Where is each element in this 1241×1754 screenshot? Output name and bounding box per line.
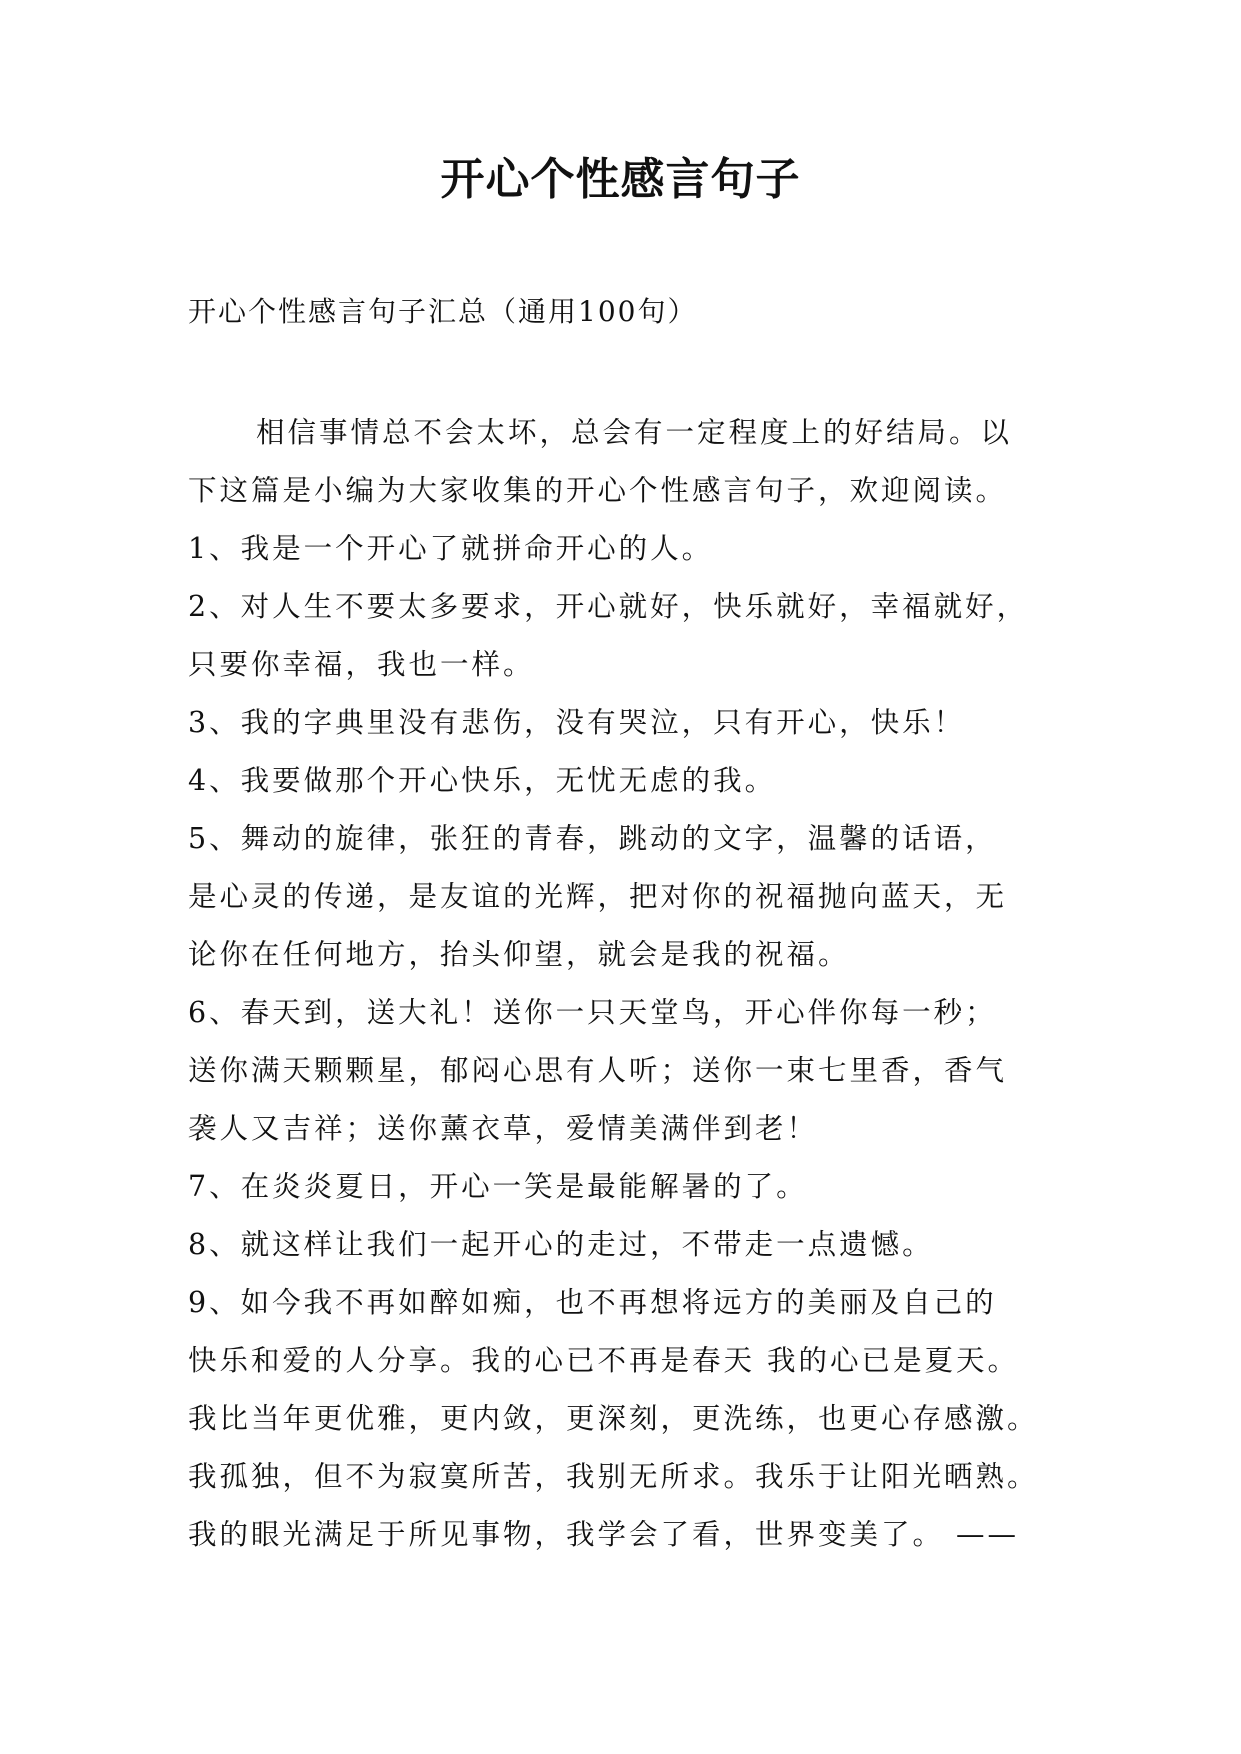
body-line: 论你在任何地方，抬头仰望，就会是我的祝福。 xyxy=(188,938,850,971)
body-line: 3、我的字典里没有悲伤，没有哭泣，只有开心，快乐！ xyxy=(188,706,966,739)
body-line: 只要你幸福，我也一样。 xyxy=(188,648,535,681)
body-line: 相信事情总不会太坏，总会有一定程度上的好结局。以 xyxy=(256,416,1013,449)
body-line: 是心灵的传递，是友谊的光辉，把对你的祝福抛向蓝天，无 xyxy=(188,880,1008,913)
body-line: 送你满天颗颗星，郁闷心思有人听；送你一束七里香，香气 xyxy=(188,1054,1008,1087)
body-line: 快乐和爱的人分享。我的心已不再是春天 我的心已是夏天。 xyxy=(188,1344,1020,1377)
body-line: 6、春天到，送大礼！送你一只天堂鸟，开心伴你每一秒； xyxy=(188,996,997,1029)
body-line: 4、我要做那个开心快乐，无忧无虑的我。 xyxy=(188,764,777,797)
body-line: 下这篇是小编为大家收集的开心个性感言句子，欢迎阅读。 xyxy=(188,474,1008,507)
document-body xyxy=(188,404,1068,1564)
body-line: 2、对人生不要太多要求，开心就好，快乐就好，幸福就好， xyxy=(188,590,1029,623)
body-line: 1、我是一个开心了就拼命开心的人。 xyxy=(188,532,714,565)
body-line: 5、舞动的旋律，张狂的青春，跳动的文字，温馨的话语， xyxy=(188,822,997,855)
document-title: 开心个性感言句子 xyxy=(440,154,801,205)
body-line: 9、如今我不再如醉如痴，也不再想将远方的美丽及自己的 xyxy=(188,1286,997,1319)
body-line: 我比当年更优雅，更内敛，更深刻，更洗练，也更心存感激。 xyxy=(188,1402,1039,1435)
document-subtitle: 开心个性感言句子汇总（通用100句） xyxy=(188,295,698,328)
body-line: 我孤独，但不为寂寞所苦，我别无所求。我乐于让阳光晒熟。 xyxy=(188,1460,1039,1493)
body-line: 8、就这样让我们一起开心的走过，不带走一点遗憾。 xyxy=(188,1228,934,1261)
body-line: 7、在炎炎夏日，开心一笑是最能解暑的了。 xyxy=(188,1170,808,1203)
body-line: 袭人又吉祥；送你薰衣草，爱情美满伴到老！ xyxy=(188,1112,819,1145)
body-line: 我的眼光满足于所见事物，我学会了看，世界变美了。 —— xyxy=(188,1518,1020,1551)
